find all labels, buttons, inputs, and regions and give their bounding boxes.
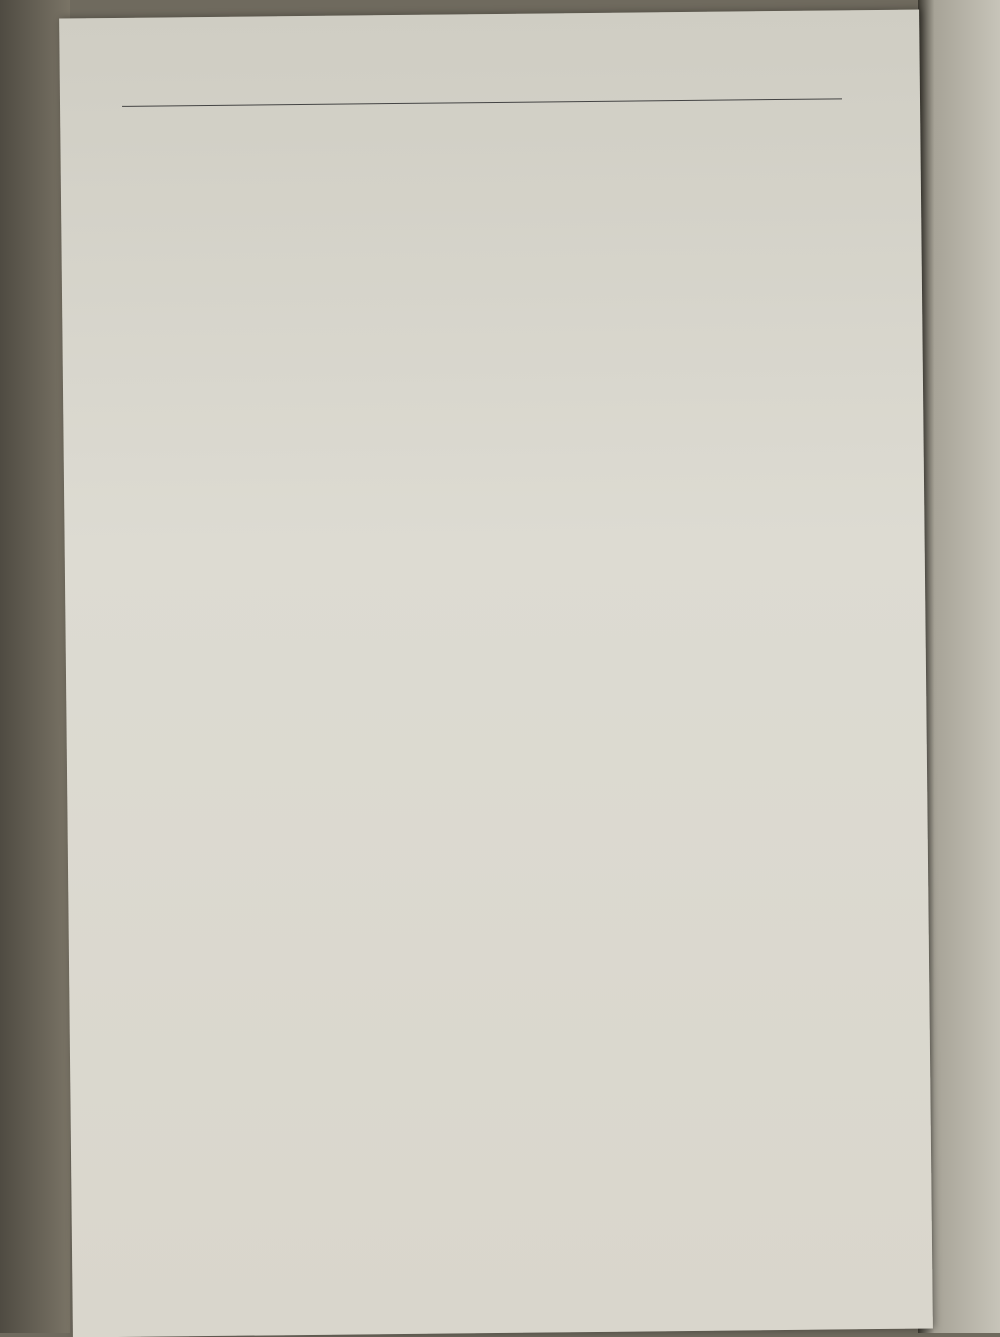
background-left [0,0,70,1333]
running-title [122,94,842,102]
book-page [59,10,933,1337]
page-header [122,64,842,107]
table-of-contents [122,64,842,111]
